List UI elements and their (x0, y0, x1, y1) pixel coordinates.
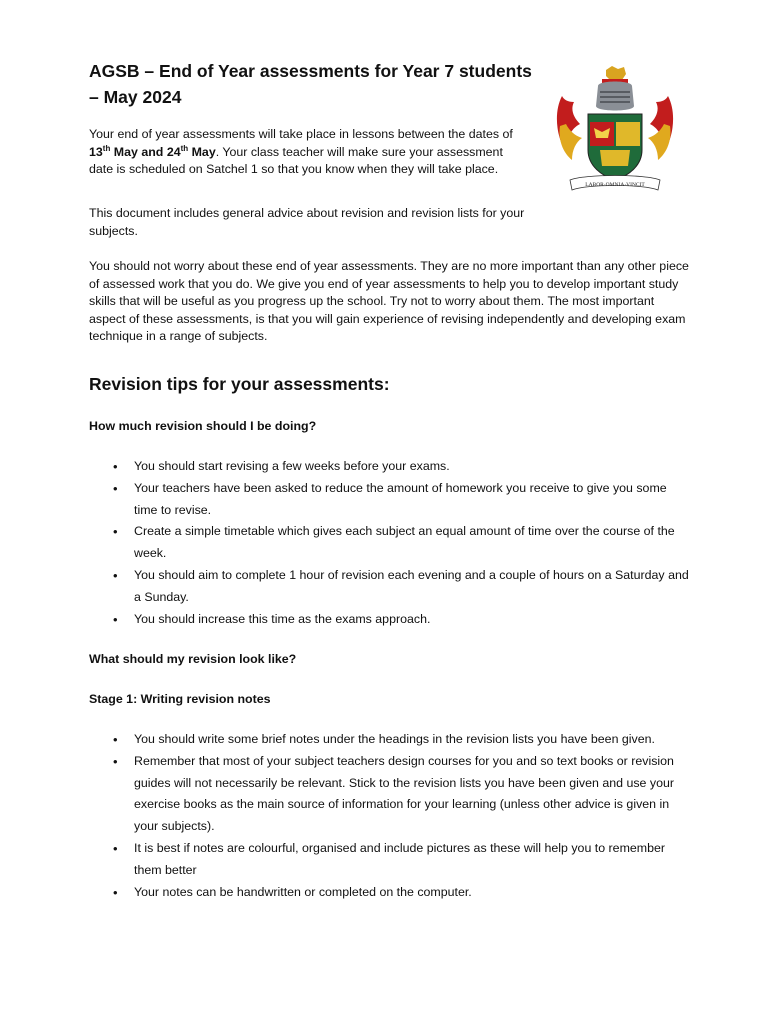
school-crest-icon (554, 66, 676, 198)
how-much-list (89, 456, 689, 630)
worry-paragraph: You should not worry about these end of year assessments. They are no more important than any other piece of assessed work that you do. We give you end of year assessments to help you to develop important study skills that will be useful as you progress up the school. Try not to worry about them. The most important aspect of these assessments, is that you will gain experience of revising independently and developing exam technique in a range of subjects. (89, 259, 689, 344)
intro-paragraph: Your end of year assessments will take place in lessons between the dates of 13th May and 24th May. Your class teacher will make sure your assessment date is scheduled on Satchel 1 so that you know when they will take place. (89, 127, 513, 177)
list-item: • You should increase this time as the exams approach. (89, 609, 689, 631)
stage1-list (89, 729, 689, 903)
list-item: • You should write some brief notes under the headings in the revision lists you have been given. (89, 729, 689, 751)
stage1-heading: Stage 1: Writing revision notes (89, 692, 271, 706)
list-item: • It is best if notes are colourful, organised and include pictures as these will help you to remember them better (89, 838, 689, 882)
document-note: This document includes general advice about revision and revision lists for your subjects. (89, 206, 525, 238)
document-title: AGSB – End of Year assessments for Year 7 students – May 2024 (89, 61, 532, 107)
list-item: • Create a simple timetable which gives each subject an equal amount of time over the course of the week. (89, 521, 689, 565)
crest-motto: LABOR·OMNIA·VINCIT (585, 182, 645, 188)
revision-tips-heading: Revision tips for your assessments: (89, 374, 390, 394)
list-item: • Your teachers have been asked to reduce the amount of homework you receive to give you some time to revise. (89, 478, 689, 522)
list-item: • You should start revising a few weeks before your exams. (89, 456, 689, 478)
list-item: • You should aim to complete 1 hour of revision each evening and a couple of hours on a Saturday and a Sunday. (89, 565, 689, 609)
list-item: • Your notes can be handwritten or completed on the computer. (89, 882, 689, 904)
how-much-heading: How much revision should I be doing? (89, 419, 317, 433)
list-item: • Remember that most of your subject teachers design courses for you and so text books or revision guides will not necessarily be relevant. Stick to the revision lists you have been given and use your exercise books as the main source of information for your learning (unless other advice is given in your subjects). (89, 751, 689, 838)
what-look-heading: What should my revision look like? (89, 652, 297, 666)
